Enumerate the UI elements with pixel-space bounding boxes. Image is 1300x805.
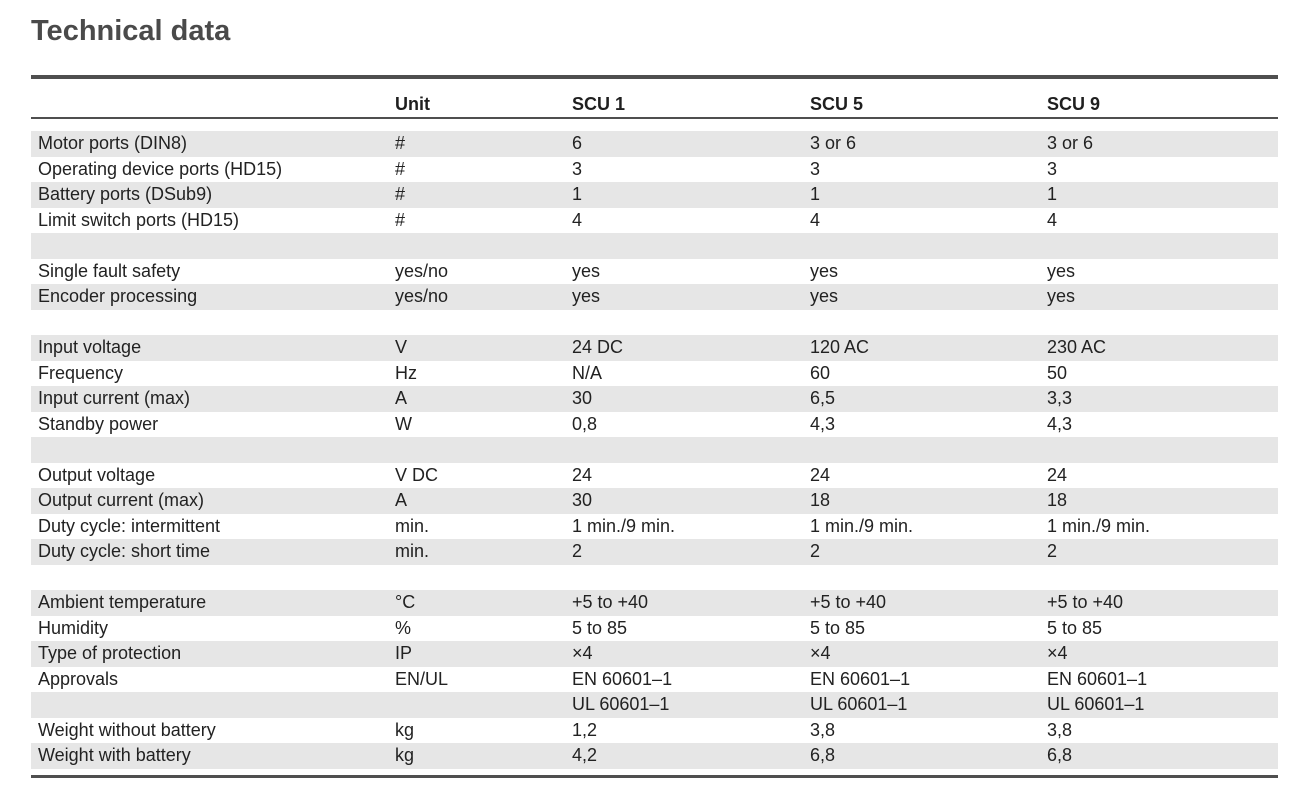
table-spacer-row	[31, 565, 1278, 591]
row-value-scu-1: 1,2	[572, 719, 598, 740]
header-scu-1: SCU 1	[572, 94, 626, 114]
row-value-scu-5: 1 min./9 min.	[810, 515, 914, 536]
row-value-scu-1: 24	[572, 464, 593, 485]
row-value-scu-5: 4	[810, 209, 821, 230]
row-unit: min.	[395, 541, 430, 561]
row-label: Standby power	[38, 413, 159, 434]
row-unit: V	[395, 337, 408, 357]
row-value-scu-9: UL 60601–1	[1047, 694, 1145, 714]
row-value-scu-1: N/A	[572, 362, 603, 383]
row-value-scu-9: 50	[1047, 362, 1068, 383]
table-spacer-row	[31, 437, 1278, 463]
table-row	[31, 284, 1278, 310]
row-unit: min.	[395, 515, 430, 536]
row-value-scu-1: 30	[572, 388, 593, 408]
table-row	[31, 641, 1278, 667]
row-label: Humidity	[38, 617, 109, 638]
row-value-scu-9: +5 to +40	[1047, 592, 1124, 612]
row-value-scu-5: 18	[810, 490, 831, 510]
row-value-scu-5: 6,8	[810, 745, 836, 765]
row-value-scu-1: yes	[572, 286, 601, 306]
row-unit: #	[395, 133, 406, 153]
row-value-scu-1: 1 min./9 min.	[572, 515, 676, 536]
row-value-scu-9: 4,3	[1047, 413, 1073, 434]
row-value-scu-1: EN 60601–1	[572, 668, 673, 689]
row-label: Operating device ports (HD15)	[38, 158, 283, 179]
row-unit: A	[395, 490, 408, 510]
row-label: Duty cycle: short time	[38, 541, 211, 561]
row-label: Output voltage	[38, 464, 156, 485]
table-header-rule	[31, 117, 1278, 119]
row-unit: #	[395, 184, 406, 204]
row-value-scu-1: yes	[572, 260, 601, 281]
row-unit: %	[395, 617, 412, 638]
row-value-scu-5: EN 60601–1	[810, 668, 911, 689]
row-value-scu-1: UL 60601–1	[572, 694, 670, 714]
row-unit: EN/UL	[395, 668, 449, 689]
row-value-scu-5: 3 or 6	[810, 133, 857, 153]
table-row	[31, 386, 1278, 412]
row-unit: °C	[395, 592, 416, 612]
row-label: Battery ports (DSub9)	[38, 184, 213, 204]
row-label: Type of protection	[38, 643, 182, 663]
row-value-scu-5: 120 AC	[810, 337, 870, 357]
row-value-scu-9: 5 to 85	[1047, 617, 1103, 638]
row-value-scu-1: 4,2	[572, 745, 598, 765]
row-label: Weight with battery	[38, 745, 191, 765]
table-row	[31, 182, 1278, 208]
row-value-scu-5: yes	[810, 260, 839, 281]
row-label: Encoder processing	[38, 286, 198, 306]
row-value-scu-5: 2	[810, 541, 821, 561]
row-value-scu-5: 5 to 85	[810, 617, 866, 638]
row-value-scu-9: 2	[1047, 541, 1058, 561]
row-value-scu-5: +5 to +40	[810, 592, 887, 612]
row-value-scu-5: 6,5	[810, 388, 836, 408]
row-value-scu-5: 4,3	[810, 413, 836, 434]
table-row	[31, 539, 1278, 565]
row-label: Single fault safety	[38, 260, 181, 281]
row-value-scu-1: 4	[572, 209, 583, 230]
row-label: Duty cycle: intermittent	[38, 515, 221, 536]
row-unit: Hz	[395, 362, 417, 383]
row-value-scu-9: ×4	[1047, 643, 1068, 663]
row-value-scu-1: 24 DC	[572, 337, 624, 357]
row-unit: A	[395, 388, 408, 408]
row-value-scu-9: 3 or 6	[1047, 133, 1094, 153]
row-label: Weight without battery	[38, 719, 216, 740]
row-value-scu-9: 1	[1047, 184, 1058, 204]
table-row	[31, 616, 1278, 642]
row-value-scu-9: 230 AC	[1047, 337, 1107, 357]
table-row	[31, 361, 1278, 387]
row-label: Input voltage	[38, 337, 142, 357]
row-value-scu-5: 24	[810, 464, 831, 485]
row-value-scu-5: 3	[810, 158, 821, 179]
row-value-scu-5: 3,8	[810, 719, 836, 740]
table-row	[31, 412, 1278, 438]
table-row	[31, 514, 1278, 540]
row-value-scu-9: 3,8	[1047, 719, 1073, 740]
row-value-scu-9: 4	[1047, 209, 1058, 230]
row-value-scu-1: 2	[572, 541, 583, 561]
row-label: Approvals	[38, 668, 119, 689]
table-bottom-rule	[31, 775, 1278, 778]
row-unit: #	[395, 158, 406, 179]
table-row	[31, 208, 1278, 234]
row-value-scu-9: 18	[1047, 490, 1068, 510]
row-value-scu-9: 24	[1047, 464, 1068, 485]
table-header-row	[31, 91, 1278, 117]
table-row	[31, 590, 1278, 616]
row-value-scu-9: 6,8	[1047, 745, 1073, 765]
row-value-scu-1: 0,8	[572, 413, 598, 434]
row-label: Ambient temperature	[38, 592, 207, 612]
table-row	[31, 157, 1278, 183]
row-label: Input current (max)	[38, 388, 191, 408]
table-row	[31, 718, 1278, 744]
table-row	[31, 259, 1278, 285]
row-value-scu-9: yes	[1047, 260, 1076, 281]
header-scu-5: SCU 5	[810, 94, 864, 114]
table-row	[31, 743, 1278, 769]
row-unit: kg	[395, 745, 415, 765]
table-row	[31, 131, 1278, 157]
row-value-scu-1: 3	[572, 158, 583, 179]
table-row	[31, 335, 1278, 361]
row-value-scu-9: yes	[1047, 286, 1076, 306]
table-row	[31, 488, 1278, 514]
row-unit: yes/no	[395, 260, 449, 281]
row-value-scu-5: 1	[810, 184, 821, 204]
row-value-scu-5: yes	[810, 286, 839, 306]
row-value-scu-9: 3	[1047, 158, 1058, 179]
technical-data-table	[31, 131, 1278, 769]
row-value-scu-5: UL 60601–1	[810, 694, 908, 714]
row-value-scu-5: 60	[810, 362, 831, 383]
row-value-scu-1: 30	[572, 490, 593, 510]
row-value-scu-9: 3,3	[1047, 388, 1073, 408]
row-value-scu-1: ×4	[572, 643, 593, 663]
row-value-scu-1: 1	[572, 184, 583, 204]
row-value-scu-9: 1 min./9 min.	[1047, 515, 1151, 536]
row-value-scu-9: EN 60601–1	[1047, 668, 1148, 689]
row-value-scu-1: 6	[572, 133, 583, 153]
row-unit: yes/no	[395, 286, 449, 306]
row-unit: V DC	[395, 464, 439, 485]
row-unit: kg	[395, 719, 415, 740]
table-row	[31, 667, 1278, 693]
row-unit: W	[395, 413, 412, 434]
header-scu-9: SCU 9	[1047, 94, 1101, 114]
row-label: Frequency	[38, 362, 124, 383]
row-label: Output current (max)	[38, 490, 205, 510]
table-top-rule	[31, 75, 1278, 79]
row-unit: IP	[395, 643, 413, 663]
row-value-scu-1: +5 to +40	[572, 592, 649, 612]
table-row	[31, 692, 1278, 718]
page-title: Technical data	[31, 15, 231, 47]
row-label: Limit switch ports (HD15)	[38, 209, 240, 230]
row-value-scu-5: ×4	[810, 643, 831, 663]
table-spacer-row	[31, 310, 1278, 336]
row-label: Motor ports (DIN8)	[38, 133, 188, 153]
row-unit: #	[395, 209, 406, 230]
header-unit: Unit	[395, 94, 430, 114]
table-spacer-row	[31, 233, 1278, 259]
table-row	[31, 463, 1278, 489]
row-value-scu-1: 5 to 85	[572, 617, 628, 638]
